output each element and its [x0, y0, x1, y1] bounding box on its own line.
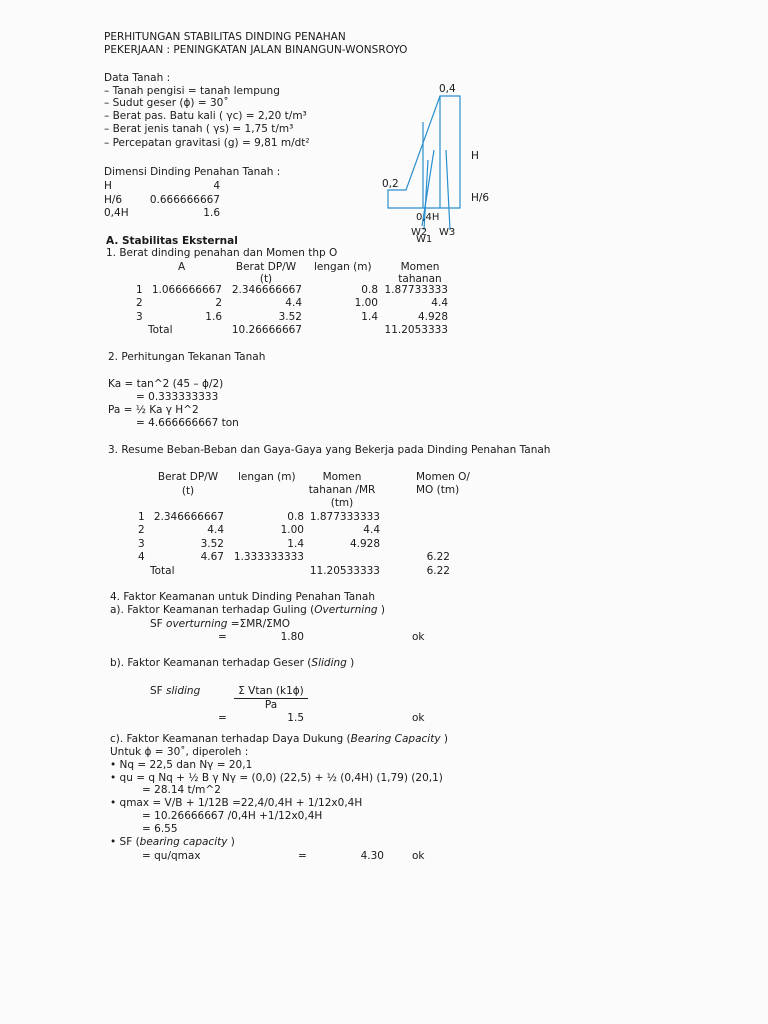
- bearing-line: = 6.55: [142, 823, 178, 835]
- equals-sign: =: [298, 850, 307, 862]
- table-cell: 4.4: [431, 297, 448, 309]
- dimension-label: H/6: [104, 194, 123, 206]
- soil-data-heading: Data Tanah :: [104, 72, 171, 84]
- resume-header: (t): [181, 485, 195, 497]
- wall-outline: [388, 96, 460, 208]
- resume-cell: 4.4: [207, 524, 224, 536]
- diagram-label-w3: W3: [439, 227, 456, 238]
- equals-sign: =: [218, 631, 227, 643]
- resume-header: Momen O/: [416, 471, 470, 483]
- resume-header: (tm): [330, 497, 354, 509]
- diagram-label-h: H: [471, 150, 479, 162]
- dimensions-heading: Dimensi Dinding Penahan Tanah :: [104, 166, 281, 178]
- soil-item: – Percepatan gravitasi (g) = 9,81 m/dt²: [104, 137, 310, 149]
- bearing-line: = 28.14 t/m^2: [142, 784, 221, 796]
- table-header: Berat DP/W: [235, 261, 297, 273]
- document-title: PERHITUNGAN STABILITAS DINDING PENAHAN: [104, 31, 346, 43]
- overturning-value: 1.80: [280, 631, 304, 643]
- diagram-label-base: 0,4H: [416, 212, 440, 223]
- section-a-heading: A. Stabilitas Eksternal: [106, 235, 238, 247]
- sliding-numerator: Σ Vtan (k1ϕ): [238, 685, 304, 697]
- ka-value: = 0.333333333: [136, 391, 219, 403]
- table-header: tahanan: [398, 273, 442, 285]
- bearing-line: • qu = q Nq + ½ B γ Nγ = (0,0) (22,5) + ½ (0,4H) (1,79) (20,1): [110, 772, 443, 784]
- resume-cell: 1.4: [287, 538, 304, 550]
- sliding-label: SF sliding: [150, 685, 201, 697]
- bearing-line: Untuk ϕ = 30˚, diperoleh :: [110, 746, 249, 758]
- sliding-value: 1.5: [287, 712, 304, 724]
- table-total-label: Total: [148, 324, 173, 336]
- bearing-value: 4.30: [360, 850, 384, 862]
- table-header: (t): [259, 273, 273, 285]
- resume-cell: 1.333333333: [233, 551, 304, 563]
- bearing-sf-label: • SF (bearing capacity ): [110, 836, 235, 848]
- resume-cell: 2.346666667: [153, 511, 224, 523]
- table-total: 11.2053333: [384, 324, 448, 336]
- ka-formula: Ka = tan^2 (45 – ϕ/2): [108, 378, 224, 390]
- pa-formula: Pa = ½ Ka γ H^2: [108, 404, 199, 416]
- resume-header: Momen: [322, 471, 362, 483]
- diagram-label-h6: H/6: [471, 192, 490, 204]
- sliding-ok: ok: [412, 712, 425, 724]
- table-cell: 2.346666667: [231, 284, 302, 296]
- resume-cell: 3: [138, 538, 145, 550]
- table-cell: 1.4: [361, 311, 378, 323]
- resume-total: 6.22: [426, 565, 450, 577]
- diagram-label-left: 0,2: [382, 178, 399, 190]
- table-cell: 2: [136, 297, 143, 309]
- sliding-heading: b). Faktor Keamanan terhadap Geser (Sliding ): [110, 657, 355, 669]
- resume-header: lengan (m): [238, 471, 296, 483]
- bearing-line: = 10.26666667 /0,4H +1/12x0,4H: [142, 810, 323, 822]
- dimension-value: 0.666666667: [149, 194, 220, 206]
- table-cell: 1.87733333: [384, 284, 448, 296]
- resume-cell: 1.877333333: [309, 511, 380, 523]
- section-a-sub1: 1. Berat dinding penahan dan Momen thp O: [106, 247, 338, 259]
- resume-cell: 4.4: [363, 524, 380, 536]
- equals-sign: =: [218, 712, 227, 724]
- dimension-value: 1.6: [203, 207, 220, 219]
- resume-header: Berat DP/W: [157, 471, 219, 483]
- safety-heading: 4. Faktor Keamanan untuk Dinding Penahan Tanah: [110, 591, 375, 603]
- sliding-denominator: Pa: [264, 699, 278, 711]
- diagram-label-w1: W1: [416, 234, 433, 245]
- dimension-value: 4: [213, 180, 220, 192]
- resume-cell: 4: [138, 551, 145, 563]
- resume-cell: 3.52: [200, 538, 224, 550]
- resume-heading: 3. Resume Beban-Beban dan Gaya-Gaya yang Bekerja pada Dinding Penahan Tanah: [108, 444, 551, 456]
- table-cell: 4.928: [417, 311, 448, 323]
- project-title: PEKERJAAN : PENINGKATAN JALAN BINANGUN-WONSROYO: [104, 44, 408, 56]
- table-cell: 1.066666667: [151, 284, 222, 296]
- bearing-line: • qmax = V/B + 1/12B =22,4/0,4H + 1/12x0,4H: [110, 797, 363, 809]
- table-header: Momen: [400, 261, 440, 273]
- pressure-heading: 2. Perhitungan Tekanan Tanah: [108, 351, 266, 363]
- dimension-label: 0,4H: [104, 207, 129, 219]
- weight-arrow-w3: [446, 150, 450, 230]
- resume-cell: 6.22: [426, 551, 450, 563]
- table-cell: 1.00: [354, 297, 378, 309]
- pa-value: = 4.666666667 ton: [136, 417, 239, 429]
- resume-total: 11.20533333: [309, 565, 380, 577]
- resume-total-label: Total: [150, 565, 175, 577]
- table-cell: 4.4: [285, 297, 302, 309]
- soil-item: – Tanah pengisi = tanah lempung: [104, 85, 280, 97]
- resume-cell: 0.8: [287, 511, 304, 523]
- table-header: lengan (m): [314, 261, 372, 273]
- resume-cell: 4.928: [349, 538, 380, 550]
- soil-item: – Berat pas. Batu kali ( γc) = 2,20 t/m³: [104, 110, 307, 122]
- soil-item: – Berat jenis tanah ( γs) = 1,75 t/m³: [104, 123, 294, 135]
- table-cell: 3.52: [278, 311, 302, 323]
- table-header: A: [178, 261, 186, 273]
- bearing-sf-formula: = qu/qmax: [142, 850, 201, 862]
- table-cell: 0.8: [361, 284, 378, 296]
- bearing-ok: ok: [412, 850, 425, 862]
- table-cell: 3: [136, 311, 143, 323]
- resume-header: tahanan /MR: [308, 484, 376, 496]
- resume-header: MO (tm): [416, 484, 460, 496]
- bearing-heading: c). Faktor Keamanan terhadap Daya Dukung (Bearing Capacity ): [110, 733, 448, 745]
- diagram-label-top: 0,4: [439, 83, 456, 95]
- resume-cell: 1: [138, 511, 145, 523]
- bearing-line: • Nq = 22,5 dan Nγ = 20,1: [110, 759, 253, 771]
- resume-cell: 2: [138, 524, 145, 536]
- table-cell: 1.6: [205, 311, 222, 323]
- table-cell: 2: [215, 297, 222, 309]
- soil-item: – Sudut geser (ϕ) = 30˚: [104, 97, 229, 109]
- table-cell: 1: [136, 284, 143, 296]
- diagram-label-w2: W2: [411, 227, 428, 238]
- overturning-heading: a). Faktor Keamanan terhadap Guling (Overturning ): [110, 604, 385, 616]
- overturning-ok: ok: [412, 631, 425, 643]
- overturning-formula: SF overturning =ΣMR/ΣMO: [150, 618, 291, 630]
- dimension-label: H: [104, 180, 112, 192]
- resume-cell: 1.00: [280, 524, 304, 536]
- table-total: 10.26666667: [231, 324, 302, 336]
- resume-cell: 4.67: [200, 551, 224, 563]
